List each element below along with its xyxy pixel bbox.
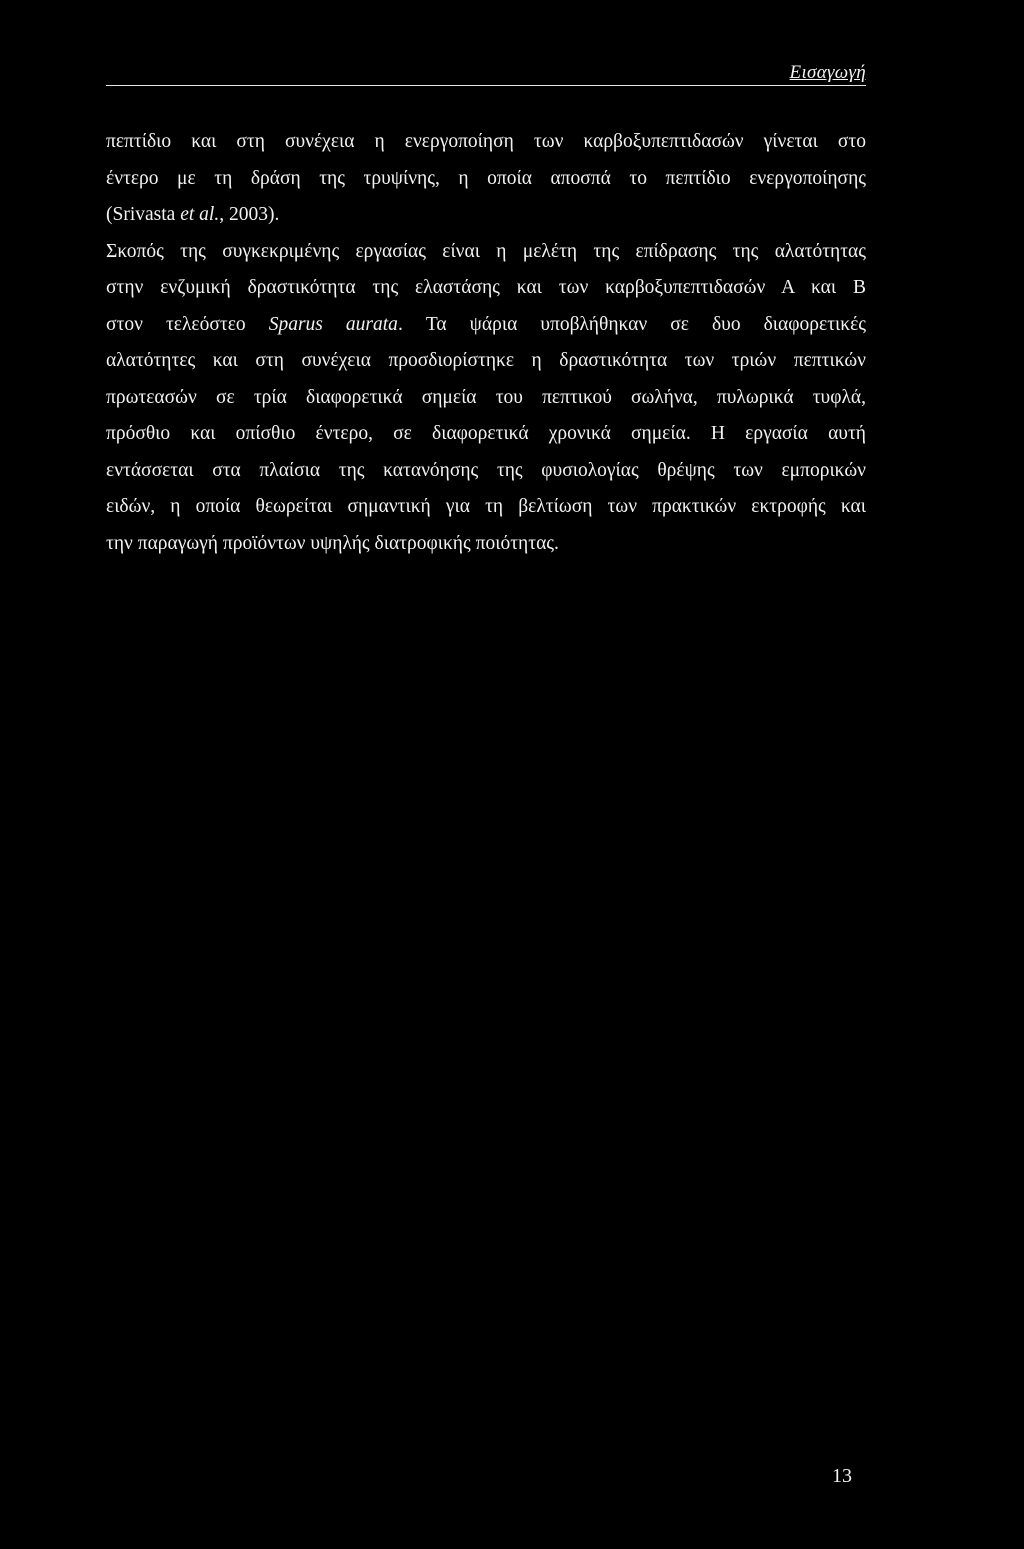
text-line: αλατότητες και στη συνέχεια προσδιορίστηκε η δραστικότητα των τριών πεπτικών xyxy=(106,350,866,371)
text-line: πρόσθιο και οπίσθιο έντερο, σε διαφορετικά χρονικά σημεία. Η εργασία αυτή xyxy=(106,423,866,444)
citation-et-al: et al. xyxy=(180,204,220,225)
text-line: ειδών, η οποία θεωρείται σημαντική για τη βελτίωση των πρακτικών εκτροφής και xyxy=(106,496,866,517)
text-line: στην ενζυμική δραστικότητα της ελαστάσης και των καρβοξυπεπτιδασών Α και Β xyxy=(106,277,866,298)
header-rule xyxy=(106,85,866,86)
text-line: την παραγωγή προϊόντων υψηλής διατροφικής ποιότητας. xyxy=(106,532,559,554)
text-line: έντερο με τη δράση της τρυψίνης, η οποία αποσπά το πεπτίδιο ενεργοποίησης xyxy=(106,167,866,189)
running-head: Εισαγωγή xyxy=(789,62,866,83)
page-number: 13 xyxy=(832,1465,852,1487)
text-line: (Srivasta et al., 2003). xyxy=(106,204,280,225)
text-line: πρωτεασών σε τρία διαφορετικά σημεία του πεπτικού σωλήνα, πυλωρικά τυφλά, xyxy=(106,386,866,408)
body-text xyxy=(106,124,866,562)
text-line: πεπτίδιο και στη συνέχεια η ενεργοποίηση των καρβοξυπεπτιδασών γίνεται στο xyxy=(106,131,866,152)
text-line: εντάσσεται στα πλαίσια της κατανόησης της φυσιολογίας θρέψης των εμπορικών xyxy=(106,459,866,481)
text-line: στον τελεόστεο Sparus aurata. Τα ψάρια υποβλήθηκαν σε δυο διαφορετικές xyxy=(106,313,867,335)
species-name: Sparus aurata xyxy=(268,313,398,335)
text-line: Σκοπός της συγκεκριμένης εργασίας είναι η μελέτη της επίδρασης της αλατότητας xyxy=(106,240,866,262)
